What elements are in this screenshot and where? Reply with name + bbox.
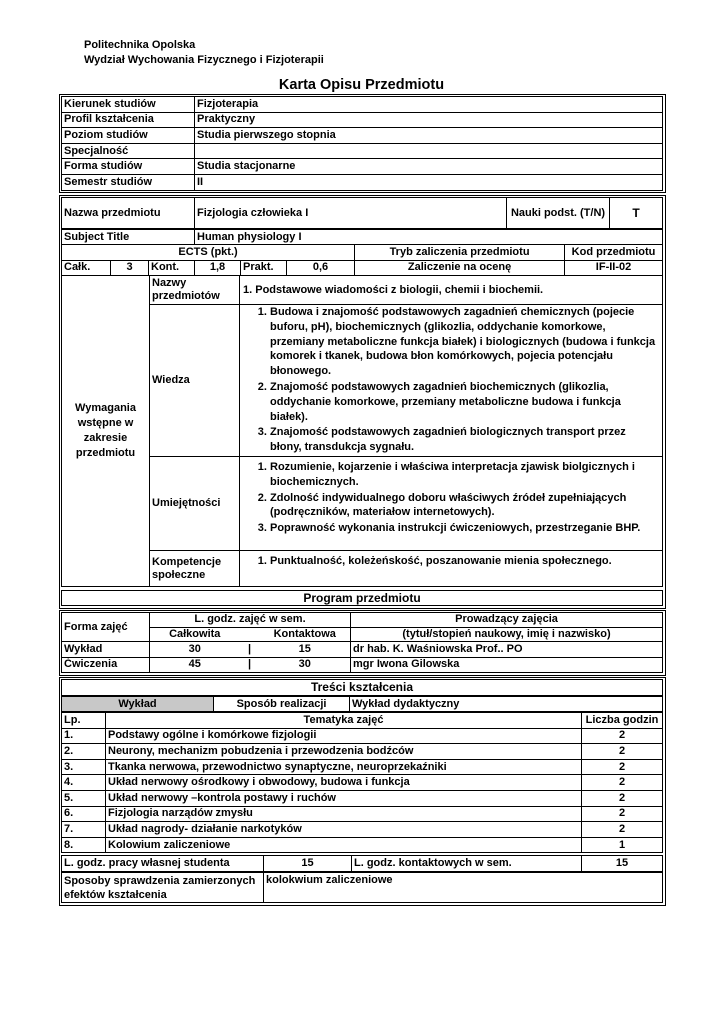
- knowledge-list: [242, 305, 660, 455]
- summary-table: [61, 855, 663, 872]
- topic-row: [62, 822, 663, 838]
- info-value: [195, 143, 663, 159]
- subject-code: IF-II-02: [565, 260, 663, 276]
- ects-header: ECTS (pkt.): [62, 245, 355, 261]
- teacher-subheader: (tytuł/stopień naukowy, imię i nazwisko): [351, 627, 663, 642]
- topic-header: Tematyka zajęć: [106, 713, 582, 729]
- program-separator: |: [240, 642, 260, 658]
- hours-contact-label: Kontaktowa: [260, 627, 351, 642]
- competence-cell: [240, 551, 663, 587]
- info-row: [62, 143, 663, 159]
- program-title: Program przedmiotu: [62, 591, 663, 606]
- topic-text: Podstawy ogólne i komórkowe fizjologii: [106, 728, 582, 744]
- req-names-label: Nazwy przedmiotów: [150, 276, 240, 305]
- info-label: Semestr studiów: [62, 174, 195, 190]
- verification-value: kolokwium zaliczeniowe: [264, 873, 663, 903]
- info-row: [62, 174, 663, 190]
- own-work-hours: 15: [264, 856, 352, 872]
- topic-lp: 3.: [62, 759, 106, 775]
- skills-label: Umiejętności: [150, 457, 240, 551]
- topic-text: Układ nagrody- działanie narkotyków: [106, 822, 582, 838]
- ects-table: [61, 244, 663, 276]
- teacher-header: Prowadzący zajęcia: [351, 613, 663, 628]
- verification-label: Sposoby sprawdzenia zamierzonych efektów kształcenia: [62, 873, 264, 903]
- program-teacher: mgr Iwona Gilowska: [351, 657, 663, 673]
- program-header-row: [62, 613, 663, 628]
- skills-item: 1. Rozumienie, kojarzenie i właściwa interpretacja zjawisk biolgicznych i biochemicznych.: [270, 460, 660, 490]
- skills-cell: [240, 457, 663, 551]
- program-table: [61, 612, 663, 673]
- method-value: Wykład dydaktyczny: [350, 697, 663, 712]
- subject-title-label: Subject Title: [62, 230, 195, 245]
- info-table: [61, 96, 663, 191]
- subject-title-row: [62, 230, 663, 245]
- program-total-hours: 30: [150, 642, 240, 658]
- verification-row: [62, 873, 663, 903]
- program-teacher: dr hab. K. Waśniowska Prof.. PO: [351, 642, 663, 658]
- lecture-type-label: Wykład: [62, 697, 214, 712]
- info-label: Poziom studiów: [62, 128, 195, 144]
- content-title-table: [61, 679, 663, 696]
- topic-lp: 5.: [62, 790, 106, 806]
- ects-header-row: [62, 245, 663, 261]
- own-work-label: L. godz. pracy własnej studenta: [62, 856, 264, 872]
- summary-row: [62, 856, 663, 872]
- info-row: [62, 112, 663, 128]
- topic-hours: 2: [582, 759, 663, 775]
- program-total-hours: 45: [150, 657, 240, 673]
- subject-title-table: [61, 229, 663, 245]
- topic-lp: 1.: [62, 728, 106, 744]
- program-form: Wykład: [62, 642, 150, 658]
- topic-lp: 6.: [62, 806, 106, 822]
- skills-item: 2. Zdolność indywidualnego doboru właściwych źródeł zupełniających (podręczników, materiałow internetowych).: [270, 491, 660, 521]
- form-label: Forma zajęć: [62, 613, 150, 642]
- page-title: Karta Opisu Przedmiotu: [278, 77, 445, 93]
- competence-list: [242, 554, 660, 569]
- program-row: [62, 657, 663, 673]
- method-label: Sposób realizacji: [214, 697, 350, 712]
- content-method-table: [61, 696, 663, 712]
- subject-title-value: Human physiology I: [195, 230, 663, 245]
- verification-table: [61, 872, 663, 903]
- contact-hours-label: L. godz. kontaktowych w sem.: [352, 856, 582, 872]
- ects-values-row: [62, 260, 663, 276]
- basic-sciences-value: T: [610, 198, 663, 229]
- topic-hours: 2: [582, 806, 663, 822]
- ects-prakt-label: Prakt.: [241, 260, 287, 276]
- program-contact-hours: 30: [260, 657, 351, 673]
- program-subheader-row: [62, 627, 663, 642]
- mode-header: Tryb zaliczenia przedmiotu: [355, 245, 565, 261]
- info-value: Praktyczny: [195, 112, 663, 128]
- info-label: Specjalność: [62, 143, 195, 159]
- knowledge-item: 2. Znajomość podstawowych zagadnień biochemicznych (glikozlia, oddychanie komorkowe, przemiany metaboliczne budowa i funkcja białek).: [270, 380, 660, 424]
- subheader-spacer: [240, 627, 260, 642]
- info-label: Kierunek studiów: [62, 97, 195, 113]
- req-knowledge-row: [62, 305, 663, 457]
- info-value: II: [195, 174, 663, 190]
- knowledge-item: 3. Znajomość podstawowych zagadnień biologicznych transport przez błony, transdukcja sygnału.: [270, 425, 660, 455]
- hours-header: L. godz. zajęć w sem.: [150, 613, 351, 628]
- topic-text: Fizjologia narządów zmysłu: [106, 806, 582, 822]
- ects-prakt-value: 0,6: [287, 260, 355, 276]
- topic-row: [62, 837, 663, 853]
- info-label: Forma studiów: [62, 159, 195, 175]
- content-method-row: [62, 697, 663, 712]
- subject-name-row: [62, 198, 663, 229]
- competence-item: 1. Punktualność, koleżeńskość, poszanowanie mienia społecznego.: [270, 554, 660, 569]
- topic-row: [62, 759, 663, 775]
- topics-header-row: [62, 713, 663, 729]
- info-label: Profil kształcenia: [62, 112, 195, 128]
- topics-table: [61, 712, 663, 853]
- lp-header: Lp.: [62, 713, 106, 729]
- topic-hours: 2: [582, 728, 663, 744]
- info-value: Studia pierwszego stopnia: [195, 128, 663, 144]
- topic-text: Tkanka nerwowa, przewodnictwo synaptyczne, neuroprzekaźniki: [106, 759, 582, 775]
- program-title-table: [61, 590, 663, 606]
- topic-hours: 1: [582, 837, 663, 853]
- hours-total-label: Całkowita: [150, 627, 240, 642]
- subject-name-label: Nazwa przedmiotu: [62, 198, 195, 229]
- topic-row: [62, 728, 663, 744]
- assessment-mode: Zaliczenie na ocenę: [355, 260, 565, 276]
- info-row: [62, 159, 663, 175]
- program-contact-hours: 15: [260, 642, 351, 658]
- subject-name: Fizjologia człowieka I: [195, 198, 507, 229]
- topic-hours: 2: [582, 744, 663, 760]
- knowledge-label: Wiedza: [150, 305, 240, 457]
- topic-text: Neurony, mechanizm pobudzenia i przewodzenia bodźców: [106, 744, 582, 760]
- topic-hours: 2: [582, 790, 663, 806]
- program-title-row: [62, 591, 663, 606]
- contact-hours-value: 15: [582, 856, 663, 872]
- req-names-row: [62, 276, 663, 305]
- topic-text: Układ nerwowy ośrodkowy i obwodowy, budowa i funkcja: [106, 775, 582, 791]
- requirements-table: [61, 275, 663, 587]
- content-title-row: [62, 680, 663, 696]
- topic-row: [62, 775, 663, 791]
- ects-kont-value: 1,8: [195, 260, 241, 276]
- topic-row: [62, 744, 663, 760]
- code-header: Kod przedmiotu: [565, 245, 663, 261]
- faculty-name: Wydział Wychowania Fizycznego i Fizjoterapii: [84, 54, 324, 66]
- ects-total-label: Całk.: [62, 260, 111, 276]
- knowledge-item: 1. Budowa i znajomość podstawowych zagadnień chemicznych (pojecie buforu, pH), biochemicznych (glikozlia, oddychanie komorkowe, przemiany metaboliczne funkcja białek) i biologicznych (budowa i funkcja komorek i tkanek, budowa błon komórkowych, pojecia potencjału błonowego.: [270, 305, 660, 379]
- info-row: [62, 128, 663, 144]
- university-name: Politechnika Opolska: [84, 39, 196, 51]
- subject-table: [61, 197, 663, 229]
- ects-total-value: 3: [111, 260, 149, 276]
- info-value: Fizjoterapia: [195, 97, 663, 113]
- topic-lp: 4.: [62, 775, 106, 791]
- topic-row: [62, 806, 663, 822]
- req-competence-row: [62, 551, 663, 587]
- program-row: [62, 642, 663, 658]
- program-separator: |: [240, 657, 260, 673]
- topic-lp: 7.: [62, 822, 106, 838]
- knowledge-cell: [240, 305, 663, 457]
- requirements-label: Wymagania wstępne w zakresie przedmiotu: [62, 276, 150, 587]
- skills-item: 3. Poprawność wykonania instrukcji ćwiczeniowych, przestrzeganie BHP.: [270, 521, 660, 536]
- content-title: Treści kształcenia: [62, 680, 663, 696]
- skills-list: [242, 460, 660, 536]
- topic-hours: 2: [582, 822, 663, 838]
- topic-hours: 2: [582, 775, 663, 791]
- topic-text: Układ nerwowy –kontrola postawy i ruchów: [106, 790, 582, 806]
- topic-lp: 8.: [62, 837, 106, 853]
- req-skills-row: [62, 457, 663, 551]
- program-form: Ćwiczenia: [62, 657, 150, 673]
- info-row: [62, 97, 663, 113]
- ects-kont-label: Kont.: [149, 260, 195, 276]
- hours-count-header: Liczba godzin: [582, 713, 663, 729]
- competence-label: Kompetencje społeczne: [150, 551, 240, 587]
- req-names-text: 1. Podstawowe wiadomości z biologii, chemii i biochemii.: [240, 276, 663, 305]
- topic-row: [62, 790, 663, 806]
- topic-lp: 2.: [62, 744, 106, 760]
- info-value: Studia stacjonarne: [195, 159, 663, 175]
- topic-text: Kolowium zaliczeniowe: [106, 837, 582, 853]
- basic-sciences-label: Nauki podst. (T/N): [507, 198, 610, 229]
